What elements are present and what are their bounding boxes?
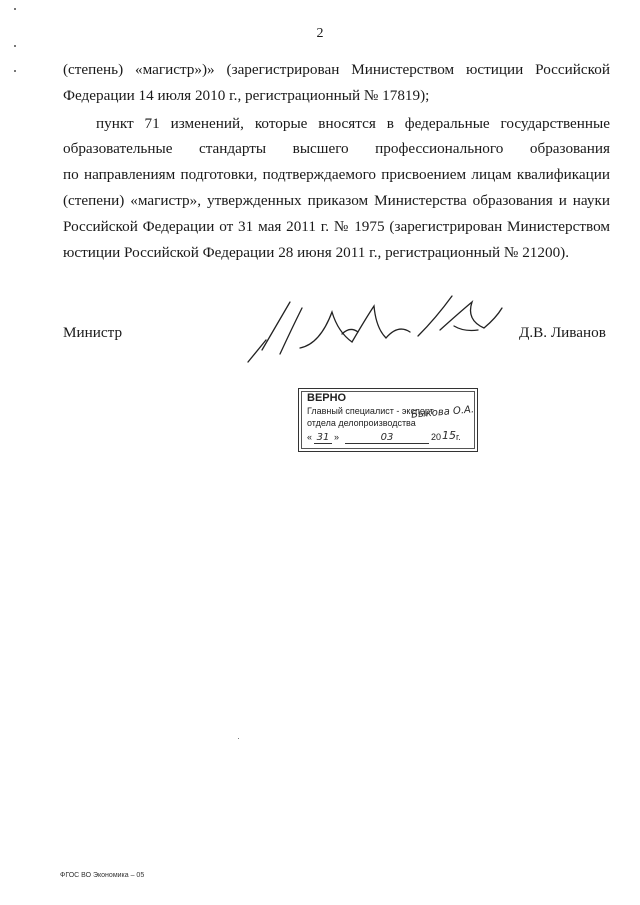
certification-stamp xyxy=(298,388,478,452)
handwritten-signature xyxy=(240,288,520,368)
stamp-quote-close: » xyxy=(334,432,340,442)
stamp-month: 03 xyxy=(345,432,429,444)
page-number: 2 xyxy=(316,26,324,41)
stamp-year-suffix: 15 xyxy=(442,429,456,442)
paragraph-2-line-3: по направлениям подготовки, подтверждаемого присвоением лицам квалификации xyxy=(63,166,610,183)
signature-title: Министр xyxy=(63,324,123,341)
stamp-year-prefix: 20 xyxy=(431,432,442,442)
signature-name: Д.В. Ливанов xyxy=(519,324,606,341)
paragraph-2-line-1: пункт 71 изменений, которые вносятся в федеральные государственные xyxy=(96,115,610,132)
stamp-signer: Быкова О.А. xyxy=(410,404,475,421)
stamp-title: ВЕРНО xyxy=(307,392,347,404)
paragraph-1-line-2: Федерации 14 июля 2010 г., регистрационный № 17819); xyxy=(63,87,430,104)
paragraph-2-line-2: образовательные стандарты высшего профессионального образования xyxy=(63,140,610,157)
stamp-day: 31 xyxy=(314,432,332,444)
stamp-quote-open: « xyxy=(307,432,313,442)
stamp-year-unit: г. xyxy=(456,432,461,442)
paragraph-2-line-6: юстиции Российской Федерации 28 июня 2011 г., регистрационный № 21200). xyxy=(63,244,570,261)
scan-speck xyxy=(14,45,16,47)
paragraph-1-line-1: (степень) «магистр»)» (зарегистрирован Министерством юстиции Российской xyxy=(63,61,610,78)
paragraph-2-line-4: (степени) «магистр», утвержденных приказом Министерства образования и науки xyxy=(63,192,610,209)
paragraph-2-line-5: Российской Федерации от 31 мая 2011 г. № 1975 (зарегистрирован Министерством xyxy=(63,218,610,235)
scan-speck xyxy=(238,738,239,739)
footer-label: ФГОС ВО Экономика – 05 xyxy=(60,872,145,879)
stamp-position: Главный специалист - эксперт xyxy=(307,406,434,416)
scan-speck xyxy=(14,70,16,72)
scan-speck xyxy=(14,8,16,10)
stamp-department: отдела делопроизводства xyxy=(307,418,416,428)
